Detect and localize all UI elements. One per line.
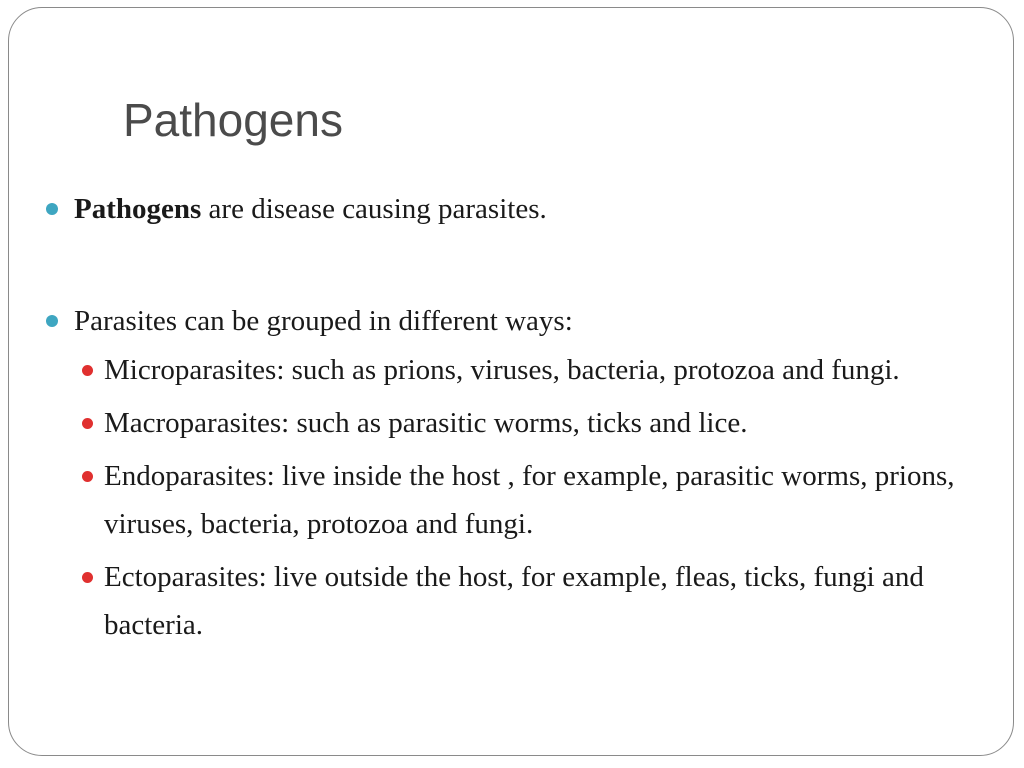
sub-bullet-dot-icon (82, 471, 93, 482)
sub-bullet-dot-icon (82, 418, 93, 429)
bullet-text: are disease causing parasites. (201, 193, 547, 225)
bullet-pathogens-definition (44, 186, 994, 232)
bullet-parasite-grouping (44, 298, 994, 344)
sub-bullet-endoparasites (80, 452, 984, 548)
bullet-dot-icon (46, 315, 58, 327)
slide-content (44, 186, 994, 654)
sub-bullet-text: Endoparasites: live inside the host , for example, parasitic worms, prions, viruses, bacteria, protozoa and fungi. (104, 460, 955, 540)
sub-bullet-dot-icon (82, 572, 93, 583)
sub-bullet-list (80, 346, 994, 649)
bold-term: Pathogens (74, 193, 202, 225)
sub-bullet-macroparasites (80, 399, 984, 447)
sub-bullet-ectoparasites (80, 553, 984, 649)
sub-bullet-text: Macroparasites: such as parasitic worms, ticks and lice. (104, 407, 748, 439)
sub-bullet-text: Microparasites: such as prions, viruses, bacteria, protozoa and fungi. (104, 354, 900, 386)
sub-bullet-dot-icon (82, 365, 93, 376)
bullet-dot-icon (46, 203, 58, 215)
slide-title: Pathogens (123, 94, 343, 146)
bullet-text: Parasites can be grouped in different ways: (74, 305, 573, 337)
sub-bullet-microparasites (80, 346, 984, 394)
sub-bullet-text: Ectoparasites: live outside the host, for example, fleas, ticks, fungi and bacteria. (104, 561, 924, 641)
